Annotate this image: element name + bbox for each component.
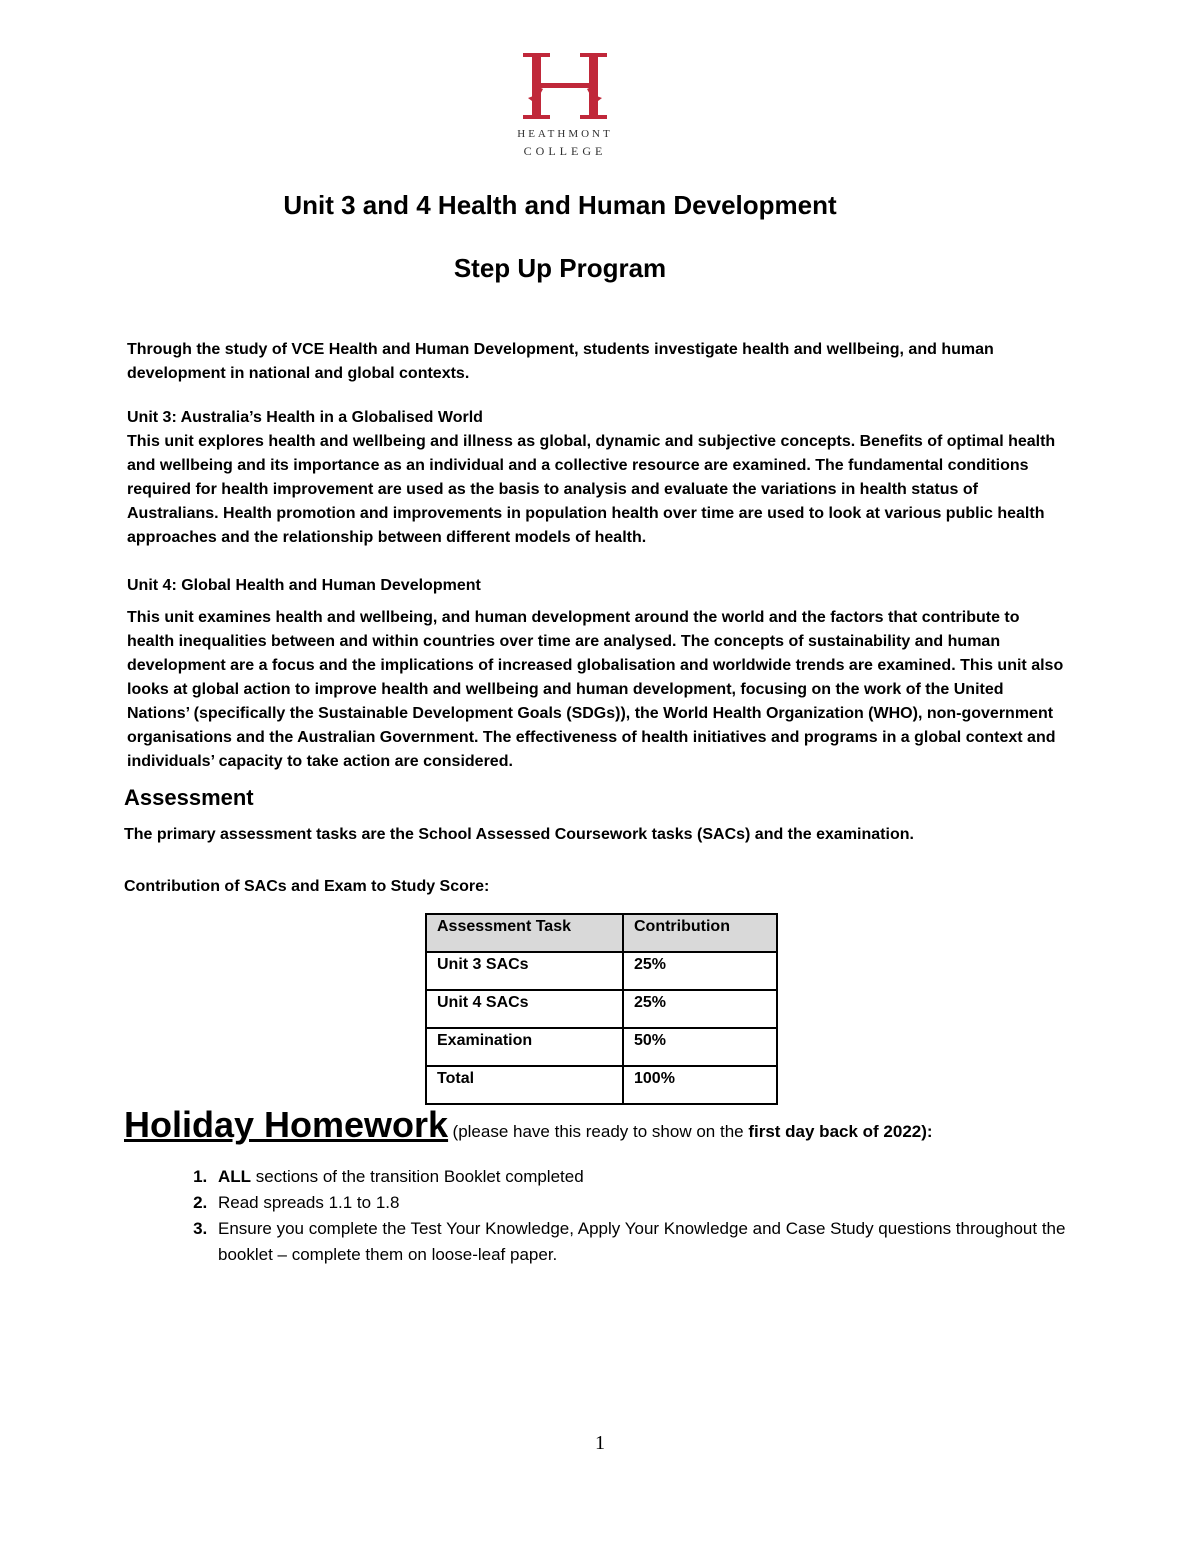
homework-title: Holiday Homework: [124, 1104, 449, 1145]
homework-note-emphasis: first day back: [748, 1122, 858, 1141]
document-subtitle: Step Up Program: [453, 253, 667, 283]
homework-list: [172, 1164, 1092, 1268]
logo-text-line1: HEATHMONT: [517, 128, 613, 140]
table-cell: 25%: [623, 990, 777, 1028]
document-title: Unit 3 and 4 Health and Human Development: [283, 190, 837, 220]
table-row: [426, 952, 777, 990]
contribution-label: Contribution of SACs and Exam to Study Score:: [124, 878, 490, 895]
list-item: [212, 1190, 1092, 1216]
table-cell: Examination: [426, 1028, 623, 1066]
table-cell: 100%: [623, 1066, 777, 1104]
list-item: [212, 1216, 1092, 1268]
assessment-table: [425, 913, 778, 1105]
homework-note-start: (please have this ready to show on the: [452, 1122, 749, 1141]
homework-note: [453, 1122, 933, 1141]
table-header-row: [426, 914, 777, 952]
list-item-text: Read spreads 1.1 to 1.8: [218, 1193, 400, 1212]
table-cell: Unit 4 SACs: [426, 990, 623, 1028]
table-cell: Total: [426, 1066, 623, 1104]
table-row: [426, 1066, 777, 1104]
table-header-cell: Assessment Task: [426, 914, 623, 952]
table-cell: Unit 3 SACs: [426, 952, 623, 990]
intro-paragraph: Through the study of VCE Health and Human Development, students investigate health and wellbeing, and human development in national and global contexts.: [127, 341, 994, 382]
table-row: [426, 1028, 777, 1066]
homework-note-end: of 2022):: [857, 1122, 933, 1141]
table-header-cell: Contribution: [623, 914, 777, 952]
list-item-text: sections of the transition Booklet completed: [251, 1167, 584, 1186]
college-logo: [492, 48, 638, 162]
assessment-heading: Assessment: [124, 785, 254, 810]
unit4-heading: Unit 4: Global Health and Human Development: [127, 577, 481, 594]
homework-heading-row: [124, 1104, 933, 1146]
unit4-description: This unit examines health and wellbeing, and human development around the world and the factors that contribute to health inequalities between and within countries over time are analysed. The concepts of sustainability and human development are a focus and the implications of increased globalisation and worldwide trends are examined. This unit also looks at global action to improve health and wellbeing and human development, focusing on the work of the United Nations’ (specifically the Sustainable Development Goals (SDGs)), the World Health Organization (WHO), non-government organisations and the Australian Government. The effectiveness of health initiatives and programs in a global context and individuals’ capacity to take action are considered.: [127, 609, 1064, 770]
table-cell: 50%: [623, 1028, 777, 1066]
unit3-heading: Unit 3: Australia’s Health in a Globalised World: [127, 409, 483, 426]
assessment-intro: The primary assessment tasks are the School Assessed Coursework tasks (SACs) and the examination.: [124, 826, 914, 843]
list-item-emphasis: ALL: [218, 1167, 252, 1186]
college-logo-mark: [492, 48, 638, 126]
page-number: 1: [595, 1432, 605, 1454]
unit3-description: This unit explores health and wellbeing and illness as global, dynamic and subjective concepts. Benefits of optimal health and wellbeing and its importance as an individual and a collective resource are examined. The fundamental conditions required for health improvement are used as the basis to analysis and evaluate the variations in health status of Australians. Health promotion and improvements in population health over time are used to look at various public health approaches and the relationship between different models of health.: [127, 433, 1056, 546]
logo-text-line2: COLLEGE: [523, 144, 607, 158]
table-row: [426, 990, 777, 1028]
table-cell: 25%: [623, 952, 777, 990]
list-item: [212, 1164, 1092, 1190]
list-item-text: Ensure you complete the Test Your Knowledge, Apply Your Knowledge and Case Study questions throughout the booklet – complete them on loose-leaf paper.: [218, 1219, 1066, 1264]
